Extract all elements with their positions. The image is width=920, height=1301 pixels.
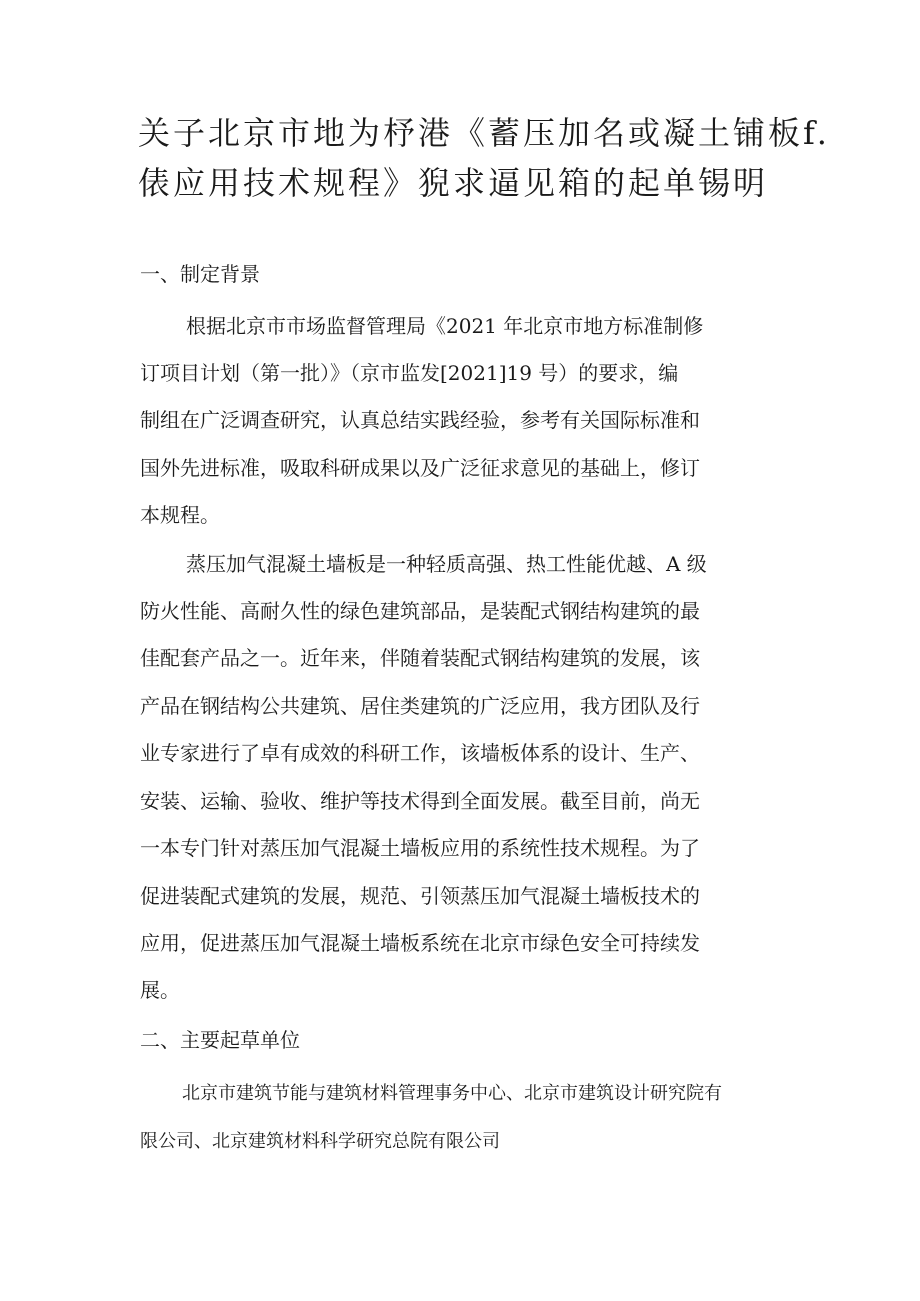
paragraph-line: 订项目计划（第一批）》（京市监发[2021]19 号）的要求，编	[140, 361, 679, 385]
paragraph-line: 展。	[140, 978, 180, 1002]
paragraph-line: 北京市建筑节能与建筑材料管理事务中心、北京市建筑设计研究院有	[182, 1083, 722, 1104]
paragraph-line: 佳配套产品之一。近年来，伴随着装配式钢结构建筑的发展，该	[140, 646, 700, 670]
paragraph-line: 产品在钢结构公共建筑、居住类建筑的广泛应用，我方团队及行	[140, 694, 700, 718]
paragraph-line: 蒸压加气混凝土墙板是一种轻质高强、热工性能优越、A 级	[186, 552, 707, 576]
paragraph-line: 业专家进行了卓有成效的科研工作，该墙板体系的设计、生产、	[140, 741, 700, 765]
paragraph-line: 国外先进标准，吸取科研成果以及广泛征求意见的基础上，修订	[140, 456, 700, 480]
paragraph-line: 限公司、北京建筑材料科学研究总院有限公司	[140, 1131, 500, 1152]
paragraph-line: 本规程。	[140, 503, 220, 527]
section-heading-drafting-units: 二、主要起草单位	[140, 1028, 300, 1052]
title-line-2: 俵应用技术规程》猊求逼见箱的起单锡明	[138, 164, 769, 202]
paragraph-line: 安装、运输、验收、维护等技术得到全面发展。截至目前，尚无	[140, 789, 700, 813]
paragraph-line: 应用，促进蒸压加气混凝土墙板系统在北京市绿色安全可持续发	[140, 931, 700, 955]
paragraph-line: 制组在广泛调查研究，认真总结实践经验，参考有关国际标准和	[140, 408, 700, 432]
section-heading-background: 一、制定背景	[140, 262, 260, 286]
paragraph-line: 防火性能、高耐久性的绿色建筑部品，是装配式钢结构建筑的最	[140, 599, 700, 623]
paragraph-line: 一本专门针对蒸压加气混凝土墙板应用的系统性技术规程。为了	[140, 836, 700, 860]
paragraph-line: 根据北京市市场监督管理局《2021 年北京市地方标准制修	[186, 314, 704, 338]
paragraph-line: 促进装配式建筑的发展，规范、引领蒸压加气混凝土墙板技术的	[140, 884, 700, 908]
title-line-1: 关子北京市地为杼港《蓄压加名或凝土铺板f.	[138, 114, 830, 152]
document-title	[138, 108, 830, 208]
